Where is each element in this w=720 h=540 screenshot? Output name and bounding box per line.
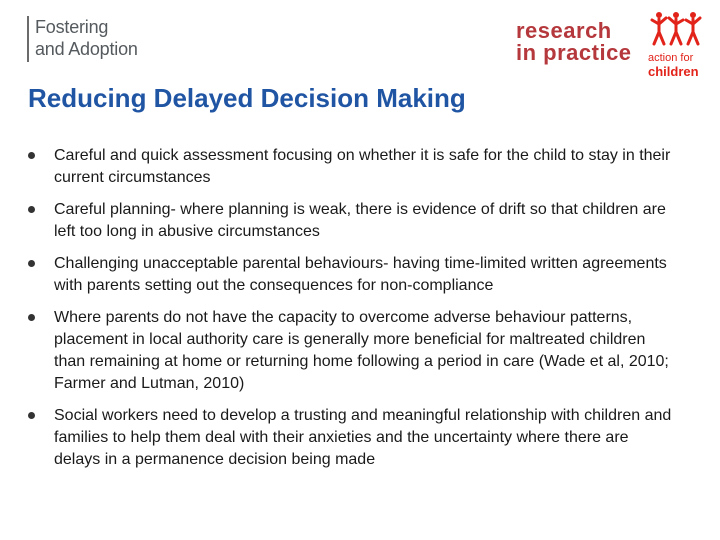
fostering-logo-line2: and Adoption [35,39,138,59]
bullet-dot-icon [28,314,35,321]
fostering-adoption-logo-text [35,16,138,60]
research-in-practice-logo [516,20,632,64]
bullet-text: Where parents do not have the capacity to overcome adverse behaviour patterns, placement in local authority care is generally more beneficial for maltreated children than remaining at home or returning home following a period in care (Wade et al, 2010; Farmer and Lutman, 2010) [54,309,669,392]
action-for-children-logo [646,10,706,80]
bullet-item [28,405,678,471]
bullet-dot-icon [28,206,35,213]
bullet-item [28,307,678,395]
logo-divider [27,16,29,62]
children-figures-icon [650,10,702,50]
slide-title: Reducing Delayed Decision Making [28,83,466,113]
research-logo-line1: research [516,18,612,43]
fostering-logo-line1: Fostering [35,17,109,37]
action-logo-line2: children [648,64,699,79]
bullet-dot-icon [28,152,35,159]
bullet-text: Careful and quick assessment focusing on whether it is safe for the child to stay in their current circumstances [54,147,671,186]
bullet-dot-icon [28,412,35,419]
bullet-list [28,145,678,471]
bullet-text: Careful planning- where planning is weak, there is evidence of drift so that children are left too long in abusive circumstances [54,201,666,240]
bullet-text: Challenging unacceptable parental behaviours- having time-limited written agreements with parents setting out the consequences for non-compliance [54,255,667,294]
bullet-dot-icon [28,260,35,267]
research-logo-line2: in practice [516,40,632,65]
bullet-item [28,145,678,189]
action-logo-line1: action for [648,52,694,64]
bullet-item [28,253,678,297]
bullet-item [28,199,678,243]
bullet-text: Social workers need to develop a trusting and meaningful relationship with children and families to help them deal with their anxieties and the uncertainty where there are delays in a permanence decision being made [54,407,672,468]
